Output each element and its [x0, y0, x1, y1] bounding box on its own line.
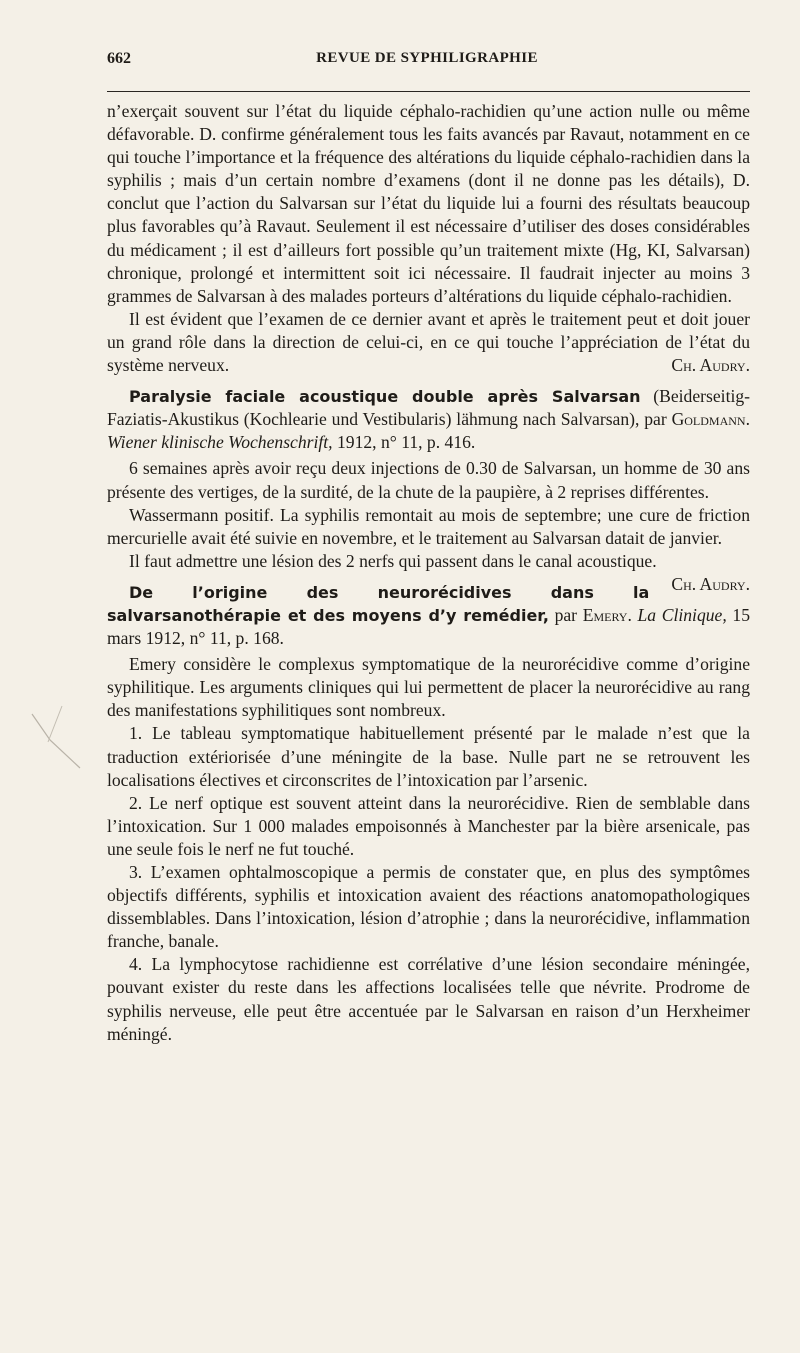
goldmann-paragraph-2: Wassermann positif. La syphilis remontait au mois de septembre; une cure de friction mercurielle avait été suivie en novembre, et le traitement au Salvarsan datait de janvier.: [107, 504, 750, 548]
author-emery: Emery.: [582, 604, 632, 625]
signature-audry-1: Ch. Audry.: [671, 355, 750, 376]
article-by-emery: par: [554, 604, 578, 625]
article-title-emery: De l’origine des neurorécidives dans la salvarsanothérapie et des moyens d’y remédier,: [107, 582, 650, 625]
article-heading-goldmann: [107, 385, 750, 454]
emery-paragraph-1: Emery considère le complexus symptomatique de la neurorécidive comme d’origine syphilitique. Les arguments cliniques qui lui permettent de placer la neurorécidive au rang des manifestations syphilitiques sont nombreux.: [107, 654, 750, 721]
paragraph-conclusion: [107, 308, 750, 377]
emery-paragraph-3: 2. Le nerf optique est souvent atteint dans la neurorécidive. Rien de semblable dans l’intoxication. Sur 1 000 malades empoisonnés à Manchester par la bière arsenicale, pas une seule fois le nerf ne fut touché.: [107, 792, 750, 859]
goldmann-paragraph-3-text: Il faut admettre une lésion des 2 nerfs qui passent dans le canal acoustique.: [129, 550, 657, 571]
goldmann-paragraph-3: [107, 550, 750, 594]
pencil-mark-icon: [20, 700, 110, 780]
page-number: 662: [107, 50, 131, 67]
signature-audry-2: Ch. Audry.: [671, 573, 750, 594]
article-text: [107, 100, 750, 1046]
paragraph-conclusion-text: Il est évident que l’examen de ce dernier avant et après le traitement peut et doit jouer un grand rôle dans la direction de celui-ci, en ce qui touche l’appréciation de l’état du système nerveux.: [107, 308, 750, 376]
emery-paragraph-5: 4. La lymphocytose rachidienne est corrélative d’une lésion secondaire méningée, pouvant exister du reste dans les affections localisées telle que névrite. Prodrome de syphilis nerveuse, elle peut être accentuée par le Salvarsan en raison d’un Herxheimer méningé.: [107, 954, 750, 1044]
header-rule: [107, 91, 750, 92]
author-goldmann: Goldmann.: [671, 409, 750, 430]
emery-paragraph-4: 3. L’examen ophtalmoscopique a permis de constater que, en plus des symptômes objectifs différents, syphilis et intoxication avaient des réactions anatomopathologiques dissemblables. Dans l’intoxication, lésion d’atrophie ; dans la neurorécidive, inflammation franche, banale.: [107, 862, 750, 952]
journal-clinique: La Clinique,: [637, 604, 727, 625]
article-subtitle-goldmann: (Beiderseitig-Faziatis-Akustikus (Kochlearie und Vestibularis) lähmung nach Salvarsan), par: [107, 386, 750, 430]
paragraph-continued: n’exerçait souvent sur l’état du liquide céphalo-rachidien qu’une action nulle ou même défavorable. D. confirme généralement tous les faits avancés par Ravaut, notamment en ce qui touche l’importance et la fréquence des altérations du liquide céphalo-rachidien dans la syphilis ; mais d’un certain nombre d’examens (dont il ne donne pas les détails), D. conclut que l’action du Salvarsan sur l’état du liquide lui a fourni des résultats beaucoup plus favorables qu’à Ravaut. Seulement il est nécessaire d’utiliser des doses considérables du médicament ; il est d’ailleurs fort possible qu’un traitement mixte (Hg, KI, Salvarsan) chronique, prolongé et intermittent soit ici nécessaire. Il faudrait injecter au moins 3 grammes de Salvarsan à des malades porteurs d’altérations du liquide céphalo-rachidien.: [107, 101, 750, 306]
emery-paragraph-2: 1. Le tableau symptomatique habituellement présenté par le malade n’est que la traduction extériorisée d’une méningite de la base. Nulle part ne se retrouvent les localisations électives et circonscrites de l’intoxication par l’arsenic.: [107, 723, 750, 790]
article-title-goldmann: Paralysie faciale acoustique double après Salvarsan: [129, 387, 641, 407]
goldmann-paragraph-1: 6 semaines après avoir reçu deux injections de 0.30 de Salvarsan, un homme de 30 ans présente des vertiges, de la surdité, de la chute de la paupière, à 2 reprises différentes.: [107, 458, 750, 502]
citation-goldmann: 1912, n° 11, p. 416.: [336, 432, 476, 453]
journal-wiener: Wiener klinische Wochenschrift,: [107, 432, 333, 453]
running-head: [107, 50, 747, 74]
journal-title: REVUE DE SYPHILIGRAPHIE: [316, 50, 538, 66]
citation-emery: 15 mars 1912, n° 11, p. 168.: [107, 604, 750, 649]
